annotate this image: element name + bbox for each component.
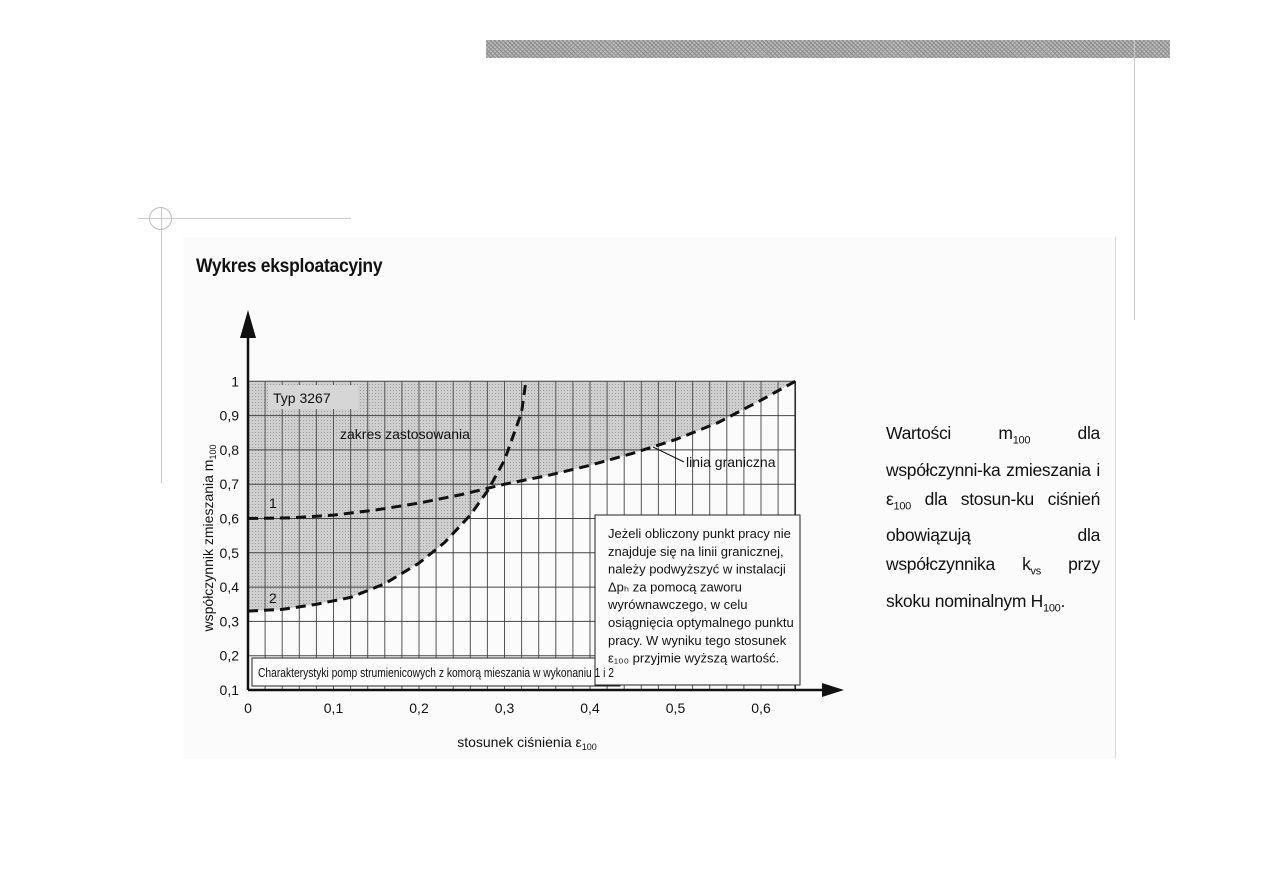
y-tick-label: 0,4: [219, 579, 239, 596]
chart-title: Wykres eksploatacyjny: [196, 256, 383, 277]
note-line: pracy. W wyniku tego stosunek: [608, 632, 787, 648]
y-tick-label: 0,5: [219, 544, 239, 561]
boundary-label: linia graniczna: [686, 454, 776, 470]
y-tick-label: 0,6: [219, 510, 239, 527]
x-tick-label: 0,4: [580, 700, 600, 716]
y-tick-label: 0,3: [219, 613, 239, 630]
side-note-sub-1: 100: [1012, 434, 1031, 447]
y-tick-label: 0,1: [219, 682, 239, 698]
y-axis-arrow-icon: [240, 310, 256, 338]
range-label: zakres zastosowania: [340, 426, 470, 442]
y-tick-label: 0,7: [219, 476, 239, 493]
note-line: Jeżeli obliczony punkt pracy nie: [608, 526, 791, 541]
x-tick-label: 0,3: [494, 700, 515, 716]
side-note-text-4: przy skoku nominalnym H: [886, 554, 1100, 611]
y-tick-label: 0,9: [219, 407, 239, 424]
side-note-text-2: dla współczynni-ka zmieszania i ε: [886, 423, 1100, 509]
y-tick-label: 1: [231, 373, 239, 390]
x-axis-label-sub: 100: [581, 742, 597, 752]
series-label-2: 2: [269, 590, 277, 606]
side-note-text-5: .: [1060, 590, 1066, 611]
x-tick-label: 0: [244, 700, 252, 716]
x-axis-arrow-icon: [822, 683, 844, 697]
side-note-text-3: dla stosun-ku ciśnień obowiązują dla współczynnika k: [886, 488, 1100, 574]
side-note-text-1: Wartości m: [886, 423, 1013, 443]
side-note-sub-4: 100: [1043, 602, 1061, 614]
y-tick-label: 0,2: [219, 647, 239, 664]
x-axis-label: stosunek ciśnienia $\varepsilon_{100}$: [457, 734, 597, 752]
side-note: [886, 419, 1100, 623]
series-label-1: 1: [269, 495, 277, 511]
side-note-sub-3: vs: [1030, 565, 1041, 578]
note-line: Δpₕ za pomocą zaworu: [608, 579, 742, 595]
boundary-leader-line: [653, 447, 684, 462]
x-tick-label: 0,1: [323, 700, 344, 716]
y-axis-label-sub: 100: [208, 444, 218, 460]
y-axis-label: współczynnik zmieszania $m_{100}$: [200, 444, 218, 632]
y-tick-label: 0,8: [219, 441, 239, 458]
x-tick-label: 0,5: [665, 700, 686, 716]
bottom-label: Charakterystyki pomp strumienicowych z komorą mieszania w wykonaniu 1 i 2: [258, 666, 615, 680]
note-line: należy podwyższyć w instalacji: [608, 561, 786, 577]
type-label: Typ 3267: [273, 390, 331, 406]
side-note-sub-2: 100: [893, 500, 911, 512]
note-line: ε₁₀₀ przyjmie wyższą wartość.: [608, 650, 780, 666]
note-line: wyrównawczego, w celu: [608, 597, 748, 613]
x-tick-label: 0,6: [751, 700, 771, 716]
note-line: osiągnięcia optymalnego punktu: [608, 615, 794, 630]
x-tick-label: 0,2: [409, 700, 429, 716]
note-line: znajduje się na linii granicznej,: [608, 543, 784, 559]
